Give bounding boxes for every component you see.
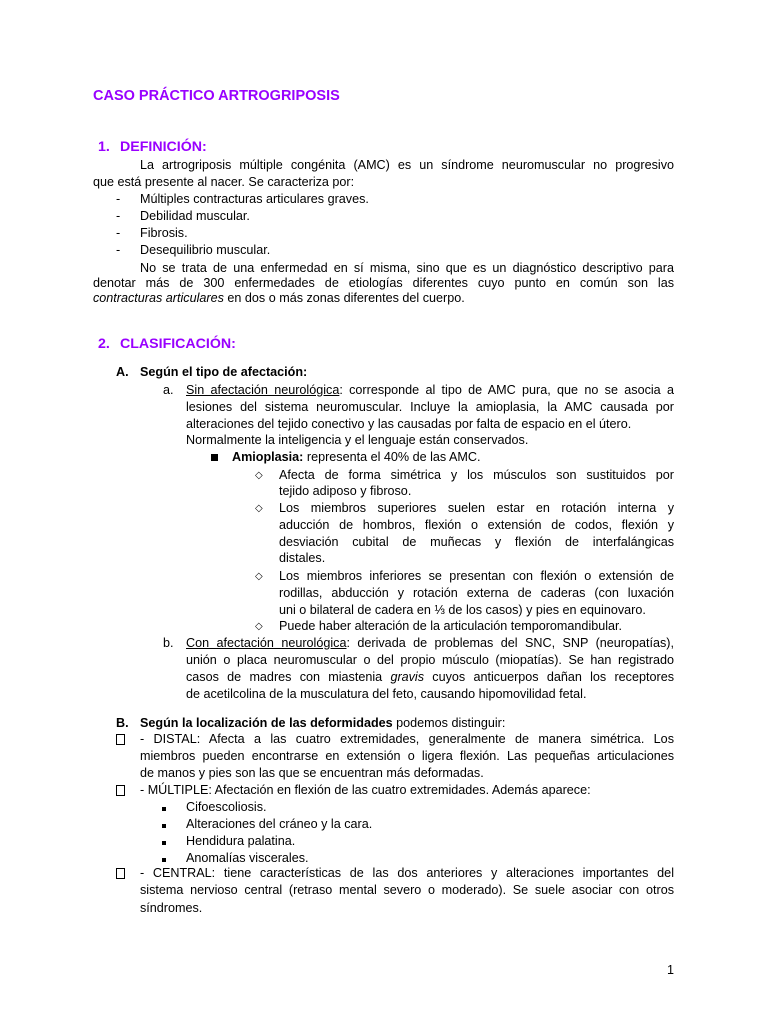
s2-a-label: a. xyxy=(163,383,174,397)
s1-dash: - xyxy=(116,243,121,257)
sub-3-line-3: uni o bilateral de cadera en ⅓ de los casos) y pies en equinovaro. xyxy=(279,603,646,617)
central-line-1: - CENTRAL: tiene características de las dos anteriores y alteraciones importantes del xyxy=(140,866,674,880)
sub-3-line-2: rodillas, abducción y rotación externa de caderas (con luxación xyxy=(279,586,674,600)
sub-3-line-1: Los miembros inferiores se presentan con flexión o extensión de xyxy=(279,569,674,583)
s2-a-line-1 xyxy=(186,382,674,399)
s1-dash: - xyxy=(116,192,121,206)
sub-2-line-4: distales. xyxy=(279,551,326,565)
s2-b-line-3-post: cuyos anticuerpos dañan los receptores xyxy=(424,670,674,684)
s2-a-line-3: alteraciones del tejido conectivo y las causadas por falta de espacio en el útero. xyxy=(186,417,632,431)
s2-b-label: b. xyxy=(163,636,174,650)
box-bullet-icon xyxy=(116,867,125,884)
page-number: 1 xyxy=(667,963,675,977)
distal-line-3: de manos y pies son las que se encuentran más deformadas. xyxy=(140,766,484,780)
s2-B-rest: podemos distinguir: xyxy=(392,716,506,730)
s2-B-label: B. xyxy=(116,716,129,730)
s2-a-line-1-rest: : corresponde al tipo de AMC pura, que no se asocia a xyxy=(339,383,674,397)
box-bullet-icon xyxy=(116,733,125,750)
s2-b-line-1-rest: : derivada de problemas del SNC, SNP (neuropatías), xyxy=(346,636,674,650)
diamond-bullet-icon: ◇ xyxy=(255,503,263,514)
s2-b-line-2: unión o placa neuromuscular o del propio músculo (miopatías). Se han registrado xyxy=(186,653,674,667)
s2-A-heading: Según el tipo de afectación: xyxy=(140,365,308,379)
multiple-item: Alteraciones del cráneo y la cara. xyxy=(186,817,373,831)
sub-1-line-1: Afecta de forma simétrica y los músculos son sustituidos por xyxy=(279,468,674,482)
s2-a-underline: Sin afectación neurológica xyxy=(186,383,340,397)
diamond-bullet-icon: ◇ xyxy=(255,621,263,632)
section-2-heading: CLASIFICACIÓN: xyxy=(120,336,236,352)
s2-b-line-4: de acetilcolina de la musculatura del feto, causando hipomovilidad fetal. xyxy=(186,687,587,701)
section-1-heading: DEFINICIÓN: xyxy=(120,139,207,155)
multiple-item: Cifoescoliosis. xyxy=(186,800,267,814)
small-square-bullet-icon xyxy=(162,799,166,816)
sub-2-line-2: aducción de hombros, flexión o extensión de codos, flexión y xyxy=(279,518,674,532)
sub-2-line-1: Los miembros superiores suelen estar en rotación interna y xyxy=(279,501,674,515)
small-square-bullet-icon xyxy=(162,816,166,833)
s2-b-line-3-pre: casos de madres con miastenia xyxy=(186,670,391,684)
s1-p2-line-1: No se trata de una enfermedad en sí misma, sino que es un diagnóstico descriptivo para xyxy=(140,261,674,275)
diamond-bullet-icon: ◇ xyxy=(255,470,263,481)
distal-line-2: miembros pueden encontrarse en extensión o ligera flexión. Las pequeñas articulaciones xyxy=(140,749,674,763)
sub-1-line-2: tejido adiposo y fibroso. xyxy=(279,484,412,498)
section-2-number: 2. xyxy=(98,336,110,352)
s1-dash: - xyxy=(116,209,121,223)
box-bullet-icon xyxy=(116,784,125,801)
multiple-line: - MÚLTIPLE: Afectación en flexión de las cuatro extremidades. Además aparece: xyxy=(140,783,591,797)
s2-b-line-1 xyxy=(186,635,674,652)
s1-p2-italic: contracturas articulares xyxy=(93,291,224,305)
s2-A-label: A. xyxy=(116,365,129,379)
s1-intro-line-1: La artrogriposis múltiple congénita (AMC) es un síndrome neuromuscular no progresivo xyxy=(140,158,674,172)
square-bullet-icon xyxy=(211,449,218,466)
s2-a-line-2: lesiones del sistema neuromuscular. Incluye la amioplasia, la AMC causada por xyxy=(186,400,674,414)
s2-b-line-3 xyxy=(186,669,674,686)
amioplasia-rest: representa el 40% de las AMC. xyxy=(303,450,481,464)
sub-2-line-3: desviación cubital de muñecas y flexión de interfalángicas xyxy=(279,535,674,549)
section-1-number: 1. xyxy=(98,139,110,155)
amioplasia-line xyxy=(232,449,481,466)
s2-a-line-4: Normalmente la inteligencia y el lenguaje están conservados. xyxy=(186,433,529,447)
s1-p2-line-3 xyxy=(93,290,465,307)
s1-p2-line-2: denotar más de 300 enfermedades de etiologías diferentes cuyo punto en común son las xyxy=(93,276,674,290)
small-square-bullet-icon xyxy=(162,833,166,850)
s1-item: Desequilibrio muscular. xyxy=(140,243,271,257)
multiple-item: Anomalías viscerales. xyxy=(186,851,309,865)
central-line-3: síndromes. xyxy=(140,901,203,915)
s2-b-line-3-italic: gravis xyxy=(390,670,425,684)
document-title: CASO PRÁCTICO ARTROGRIPOSIS xyxy=(93,88,340,104)
s1-dash: - xyxy=(116,226,121,240)
s2-B-heading: Según la localización de las deformidades xyxy=(140,716,393,730)
s2-B-heading-line xyxy=(140,715,505,732)
s1-intro-line-2: que está presente al nacer. Se caracteriza por: xyxy=(93,175,355,189)
s1-item: Debilidad muscular. xyxy=(140,209,250,223)
central-line-2: sistema nervioso central (retraso mental severo o moderado). Se suele asociar con otros xyxy=(140,883,674,897)
s2-b-underline: Con afectación neurológica xyxy=(186,636,347,650)
s1-p2-rest: en dos o más zonas diferentes del cuerpo. xyxy=(223,291,465,305)
diamond-bullet-icon: ◇ xyxy=(255,571,263,582)
s1-item: Múltiples contracturas articulares graves. xyxy=(140,192,369,206)
distal-line-1: - DISTAL: Afecta a las cuatro extremidades, generalmente de manera simétrica. Los xyxy=(140,732,674,746)
amioplasia-bold: Amioplasia: xyxy=(232,450,304,464)
multiple-item: Hendidura palatina. xyxy=(186,834,296,848)
s1-item: Fibrosis. xyxy=(140,226,188,240)
sub-4-line-1: Puede haber alteración de la articulación temporomandibular. xyxy=(279,619,623,633)
